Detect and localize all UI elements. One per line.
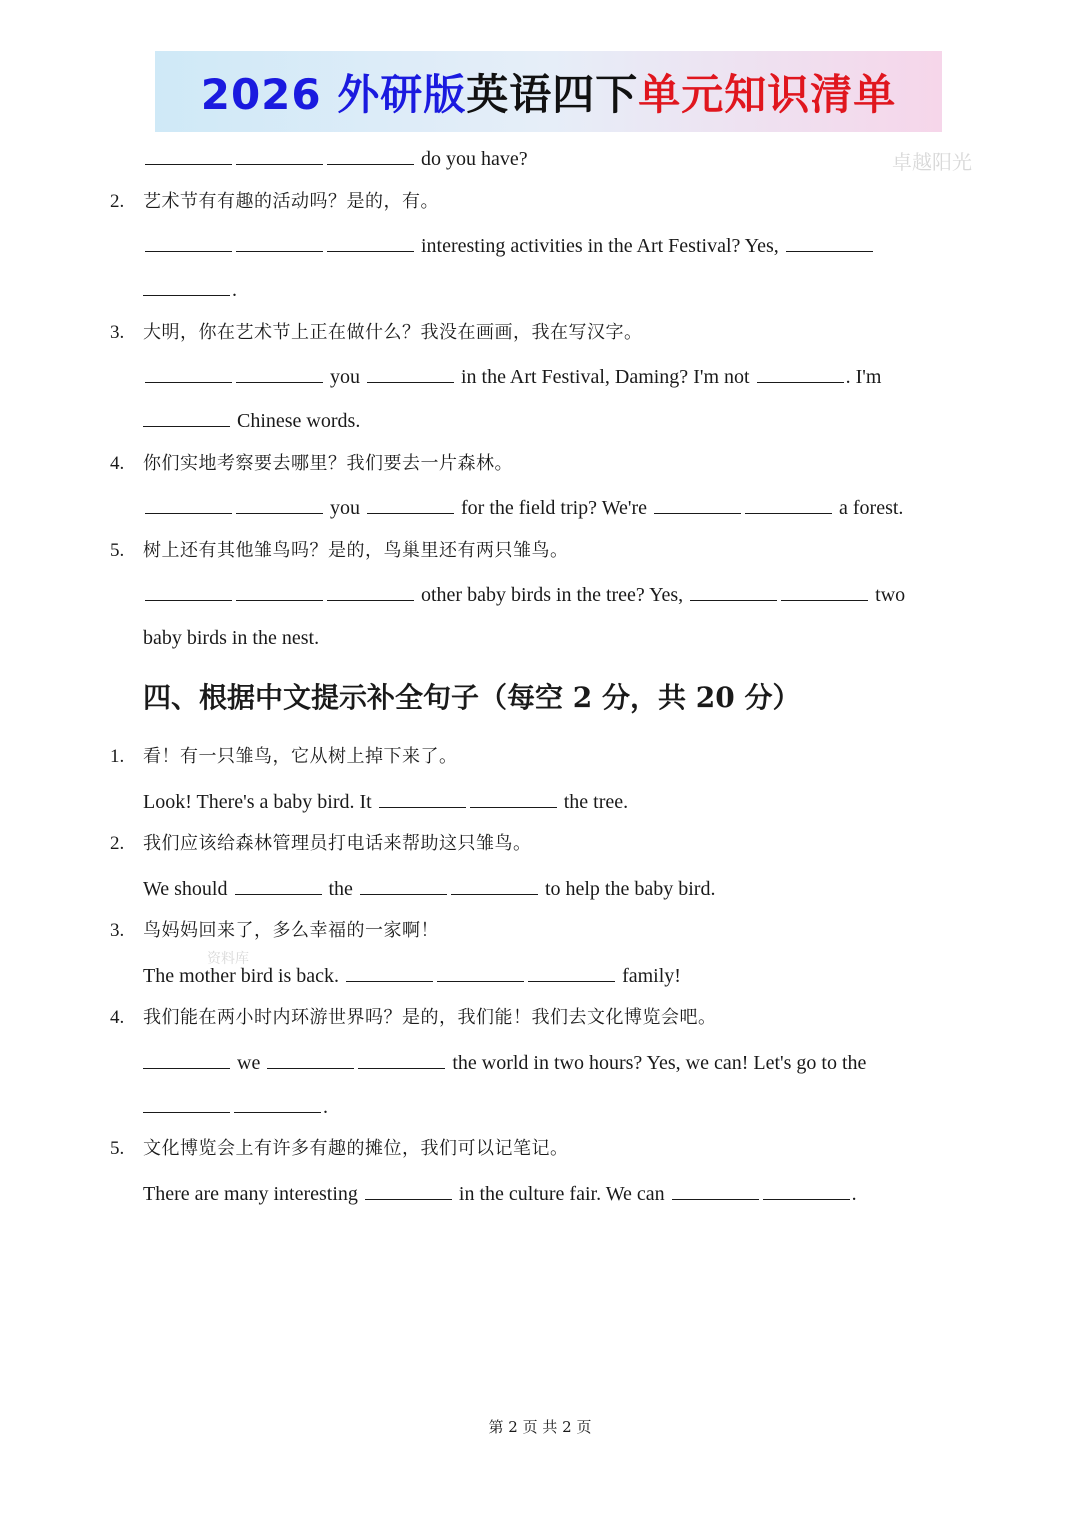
english-text: family! (622, 965, 681, 987)
item-number: 1. (110, 746, 125, 767)
blank[interactable] (437, 963, 524, 982)
english-text: in the culture fair. We can (458, 1183, 665, 1205)
blank[interactable] (672, 1181, 759, 1200)
title-banner (155, 51, 942, 132)
blank[interactable] (654, 495, 741, 514)
item-english-line-cont (143, 1094, 328, 1119)
item-english-line-cont: baby birds in the nest. (143, 627, 320, 649)
english-text: we (237, 1052, 261, 1074)
q1-en-end: do you have? (421, 148, 528, 170)
blank[interactable] (145, 146, 232, 165)
blank[interactable] (236, 364, 323, 383)
english-text: the world in two hours? Yes, we can! Let's go to the (452, 1052, 867, 1074)
english-text: the tree. (563, 791, 629, 813)
blank[interactable] (143, 1094, 230, 1113)
watermark-top-right: 卓越阳光 (892, 150, 972, 174)
blank[interactable] (360, 876, 447, 895)
item-english-line (143, 876, 715, 901)
item-chinese-prompt: 看！有一只雏鸟，它从树上掉下来了。 (143, 746, 458, 767)
english-text: a forest. (839, 497, 904, 519)
item-chinese-prompt: 文化博览会上有许多有趣的摊位，我们可以记笔记。 (143, 1138, 569, 1159)
item-number: 5. (110, 540, 125, 561)
item-chinese-prompt: 我们能在两小时内环游世界吗？是的，我们能！我们去文化博览会吧。 (143, 1007, 717, 1028)
blank[interactable] (528, 963, 615, 982)
english-text: Look! There's a baby bird. It (143, 791, 372, 813)
english-text: the (328, 878, 353, 900)
blank[interactable] (358, 1050, 445, 1069)
blank[interactable] (745, 495, 832, 514)
blank[interactable] (236, 582, 323, 601)
blank[interactable] (690, 582, 777, 601)
section-heading: 四、根据中文提示补全句子（每空 2 分，共 20 分） (143, 681, 801, 714)
item-english-line (143, 1181, 857, 1206)
item-chinese-prompt: 树上还有其他雏鸟吗？是的，鸟巢里还有两只雏鸟。 (143, 540, 569, 561)
item-english-line (143, 963, 681, 988)
q1-english-line (143, 146, 528, 171)
english-text: other baby birds in the tree? Yes, (421, 584, 684, 606)
item-number: 3. (110, 920, 125, 941)
page-footer: 第 2 页 共 2 页 (488, 1418, 592, 1436)
item-chinese-prompt: 艺术节有有趣的活动吗？是的，有。 (143, 191, 439, 212)
blank[interactable] (145, 233, 232, 252)
item-chinese-prompt: 我们应该给森林管理员打电话来帮助这只雏鸟。 (143, 833, 532, 854)
item-english-line-cont (143, 277, 237, 302)
english-text: in the Art Festival, Daming? I'm not (461, 366, 750, 388)
blank[interactable] (143, 408, 230, 427)
english-text: you (330, 366, 360, 388)
item-english-line-cont (143, 408, 360, 433)
banner-part1: 2026 外研版 (200, 69, 467, 119)
banner-part2: 英语四下 (466, 69, 639, 119)
item-number: 3. (110, 322, 125, 343)
blank[interactable] (757, 364, 844, 383)
blank[interactable] (786, 233, 873, 252)
item-chinese-prompt: 大明，你在艺术节上正在做什么？我没在画画，我在写汉字。 (143, 322, 643, 343)
item-english-line (143, 233, 875, 258)
item-number: 2. (110, 833, 125, 854)
blank[interactable] (367, 364, 454, 383)
blank[interactable] (470, 789, 557, 808)
blank[interactable] (236, 495, 323, 514)
english-text: . (232, 279, 237, 301)
english-text: . (851, 1183, 857, 1205)
english-text: to help the baby bird. (544, 878, 716, 900)
blank[interactable] (145, 364, 232, 383)
blank[interactable] (327, 146, 414, 165)
english-text: We should (143, 878, 228, 900)
blank[interactable] (365, 1181, 452, 1200)
blank[interactable] (327, 233, 414, 252)
watermark-middle: 资料库 (207, 951, 249, 967)
english-text: . (323, 1096, 328, 1118)
item-number: 2. (110, 191, 125, 212)
blank[interactable] (236, 146, 323, 165)
blank[interactable] (143, 277, 230, 296)
blank[interactable] (236, 233, 323, 252)
item-english-line (143, 582, 905, 607)
item-chinese-prompt: 你们实地考察要去哪里？我们要去一片森林。 (143, 453, 513, 474)
item-chinese-prompt: 鸟妈妈回来了，多么幸福的一家啊！ (143, 920, 439, 941)
item-english-line (143, 364, 881, 389)
item-number: 4. (110, 1007, 125, 1028)
blank[interactable] (234, 1094, 321, 1113)
item-number: 4. (110, 453, 125, 474)
blank[interactable] (235, 876, 322, 895)
item-english-line (143, 495, 903, 520)
blank[interactable] (367, 495, 454, 514)
item-english-line (143, 789, 628, 814)
blank[interactable] (145, 495, 232, 514)
english-text: The mother bird is back. (143, 965, 340, 987)
english-text: interesting activities in the Art Festival? Yes, (421, 235, 779, 257)
english-text: Chinese words. (237, 410, 361, 432)
blank[interactable] (379, 789, 466, 808)
blank[interactable] (327, 582, 414, 601)
blank[interactable] (267, 1050, 354, 1069)
blank[interactable] (346, 963, 433, 982)
english-text: There are many interesting (143, 1183, 358, 1205)
blank[interactable] (145, 582, 232, 601)
blank[interactable] (781, 582, 868, 601)
blank[interactable] (763, 1181, 850, 1200)
english-text: for the field trip? We're (461, 497, 647, 519)
blank[interactable] (451, 876, 538, 895)
english-text: you (330, 497, 360, 519)
item-english-line (143, 1050, 866, 1075)
english-text: . I'm (845, 366, 882, 388)
blank[interactable] (143, 1050, 230, 1069)
banner-part3: 单元知识清单 (638, 69, 897, 119)
item-number: 5. (110, 1138, 125, 1159)
english-text: two (875, 584, 906, 606)
